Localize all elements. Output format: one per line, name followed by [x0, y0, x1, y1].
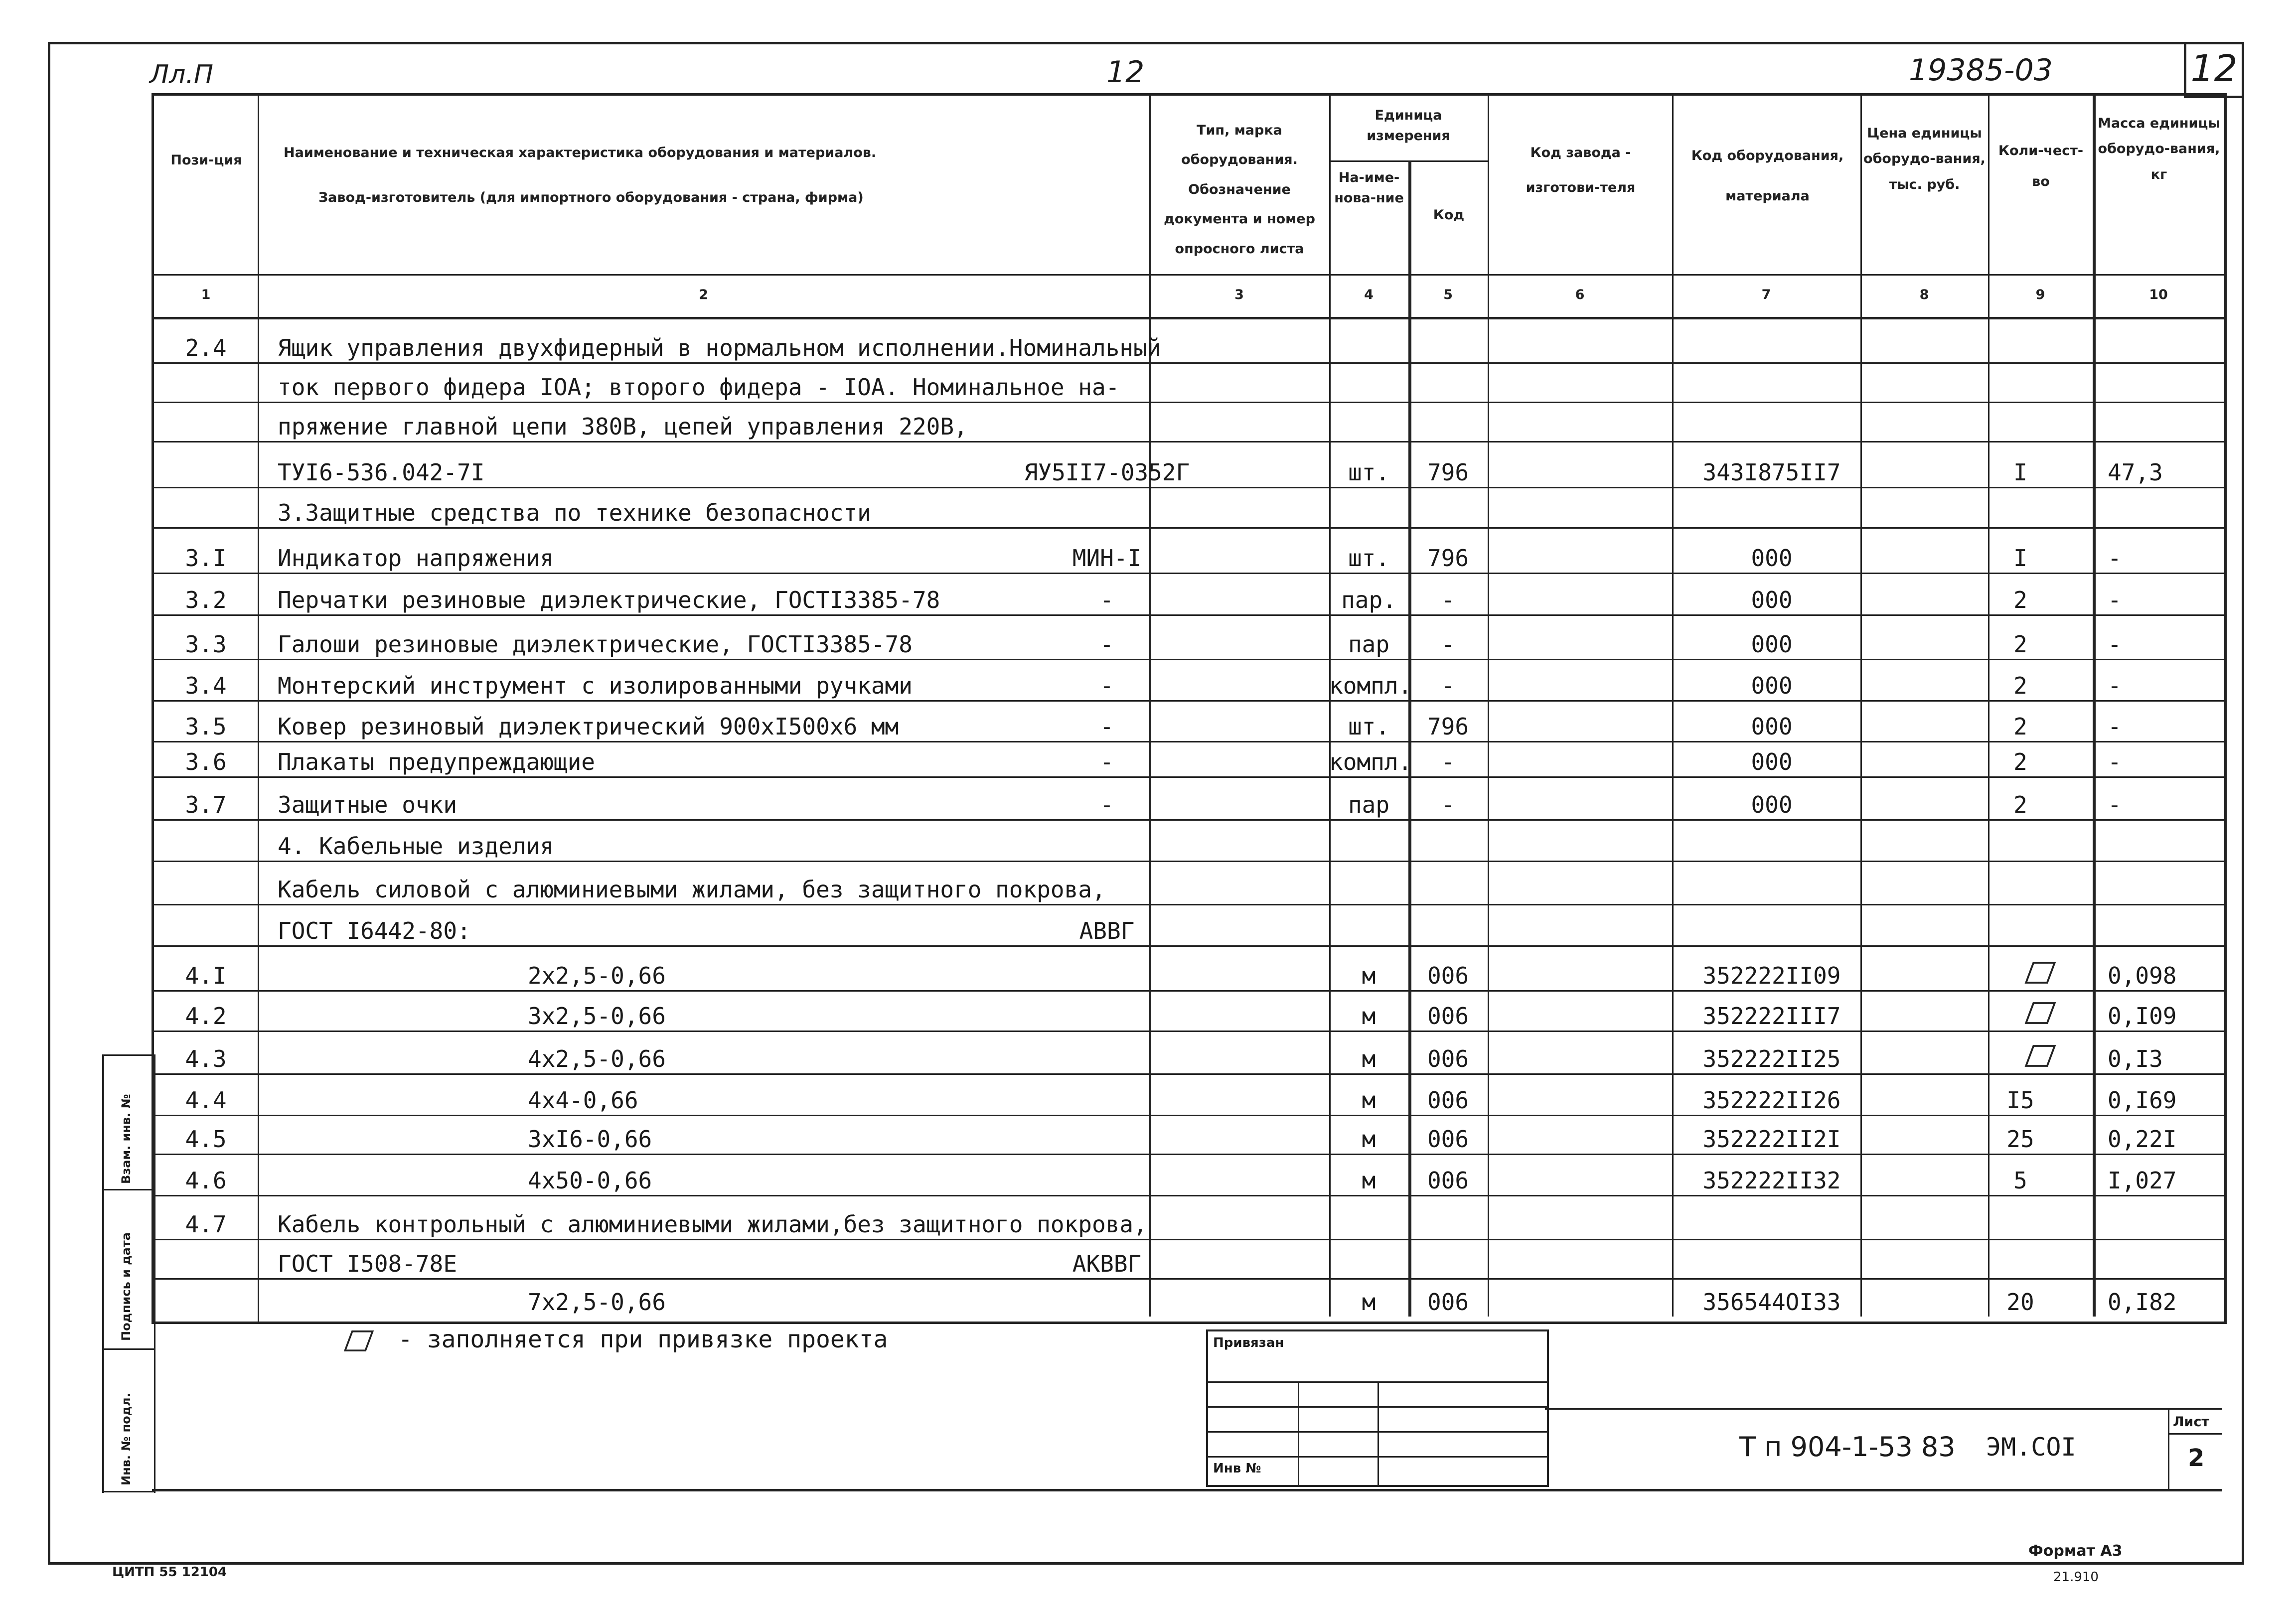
cell-qty: 2 [2013, 631, 2027, 658]
cell-qty: 2 [2013, 587, 2027, 613]
cell-qty: 2 [2013, 791, 2027, 818]
cell-qty: 2 [2013, 748, 2027, 775]
side-label-inv-orig: Инв. № подл. [119, 1393, 133, 1485]
cell-pos: 4.7 [185, 1211, 227, 1238]
cell-mass: - [2108, 545, 2122, 572]
cell-mass: 0,I3 [2108, 1045, 2163, 1072]
cell-mat: 352222III7 [1702, 1003, 1841, 1030]
cell-mass: 0,22I [2108, 1126, 2177, 1153]
col-num-5: 5 [1443, 287, 1453, 302]
cell-code: 796 [1427, 545, 1469, 572]
table-row [154, 527, 2224, 573]
cell-pos: 4.5 [185, 1126, 227, 1153]
table-row [154, 614, 2224, 659]
corner-note: Лл.П [150, 60, 213, 90]
cell-type: - [1100, 791, 1114, 818]
parallelogram-icon [2008, 1001, 2073, 1026]
cell-name: Защитные очки [278, 791, 458, 818]
cell-pos: 2.4 [185, 334, 227, 361]
header-name-line1: Наименование и техническая характеристика оборудования и материалов. [284, 145, 877, 160]
cell-code: 006 [1427, 1126, 1469, 1153]
cell-pos: 3.5 [185, 713, 227, 740]
cell-qty: I [2013, 545, 2027, 572]
cell-name: 4. Кабельные изделия [278, 833, 554, 860]
col-num-9: 9 [2035, 287, 2045, 302]
cell-code: 006 [1427, 962, 1469, 989]
row-line [154, 274, 2224, 276]
cell-qty: 20 [2006, 1289, 2034, 1316]
header-price: Цена единицы оборудо-вания, тыс. руб. [1863, 126, 1986, 192]
cell-pos: 4.I [185, 962, 227, 989]
cell-type: - [1100, 631, 1114, 658]
cell-code: 006 [1427, 1087, 1469, 1114]
cell-name: ГОСТ I508-78Е [278, 1250, 458, 1277]
cell-name: ток первого фидера IОА; второго фидера - IОА. Номинальное на- [278, 374, 1120, 401]
cell-name: 3х2,5-0,66 [528, 1003, 666, 1030]
table-row [154, 990, 2224, 1030]
cell-pos: 3.3 [185, 631, 227, 658]
parallelogram-icon [2008, 960, 2073, 985]
table-row [154, 1030, 2224, 1073]
table-row [154, 1278, 2224, 1317]
header-factory-code: Код завода - изготови-теля [1526, 145, 1636, 196]
cell-pos: 3.7 [185, 791, 227, 818]
footer-left: ЦИТП 55 12104 [112, 1565, 227, 1580]
table-row [154, 362, 2224, 402]
cell-type: - [1100, 748, 1114, 775]
page-center-number: 12 [1106, 55, 1145, 90]
cell-name: 3хI6-0,66 [528, 1126, 652, 1153]
cell-unit: шт. [1348, 545, 1390, 572]
cell-name: Ковер резиновый диэлектрический 900хI500х6 мм [278, 713, 899, 740]
cell-pos: 4.2 [185, 1003, 227, 1030]
cell-name: 3.Защитные средства по технике безопасности [278, 499, 871, 526]
specification-table [152, 93, 2227, 1324]
cell-type: ЯУ5II7-0352Г [1024, 459, 1190, 486]
cell-name: Плакаты предупреждающие [278, 748, 595, 775]
cell-unit: пар [1348, 631, 1390, 658]
binding-stamp [1206, 1329, 1549, 1487]
cell-code: 796 [1427, 459, 1469, 486]
cell-unit: м [1362, 1167, 1376, 1194]
header-position: Пози-ция [170, 152, 242, 168]
cell-type: МИН-I [1072, 545, 1142, 572]
table-row [154, 1154, 2224, 1195]
table-row [154, 741, 2224, 776]
cell-mat: 000 [1751, 748, 1793, 775]
cell-mass: 47,3 [2108, 459, 2163, 486]
col-num-3: 3 [1234, 287, 1244, 302]
cell-type: АВВГ [1079, 917, 1135, 944]
cell-code: - [1441, 631, 1455, 658]
cell-mat: 000 [1751, 713, 1793, 740]
side-label-replace-inv: Взам. инв. № [119, 1094, 133, 1184]
cell-pos: 3.2 [185, 587, 227, 613]
cell-mat: 000 [1751, 545, 1793, 572]
cell-mass: - [2108, 631, 2122, 658]
cell-name: 4х4-0,66 [528, 1087, 638, 1114]
table-row [154, 1115, 2224, 1154]
cell-name: Кабель контрольный с алюминиевыми жилами,без защитного покрова, [278, 1211, 1147, 1238]
cell-mat: 352222II32 [1702, 1167, 1841, 1194]
title-suffix: ЭМ.СОI [1986, 1433, 2076, 1462]
cell-mass: 0,I82 [2108, 1289, 2177, 1316]
cell-mass: - [2108, 713, 2122, 740]
header-type: Тип, марка оборудования. Обозначение документа и номер опросного листа [1164, 123, 1315, 257]
document-code: 19385-03 [1909, 53, 2053, 88]
cell-qty: 25 [2006, 1126, 2034, 1153]
cell-mass: - [2108, 672, 2122, 699]
cell-pos: 3.I [185, 545, 227, 572]
cell-mat: 352222II09 [1702, 962, 1841, 989]
cell-mat: 356544OI33 [1702, 1289, 1841, 1316]
cell-mat: 000 [1751, 631, 1793, 658]
cell-unit: компл. [1329, 672, 1412, 699]
cell-unit: м [1362, 1126, 1376, 1153]
cell-mat: 000 [1751, 791, 1793, 818]
header-name-line2: Завод-изготовитель (для импортного оборудования - страна, фирма) [318, 190, 864, 205]
cell-qty: 2 [2013, 713, 2027, 740]
cell-pos: 3.6 [185, 748, 227, 775]
cell-unit: м [1362, 1045, 1376, 1072]
table-row [154, 319, 2224, 362]
cell-mass: 0,I69 [2108, 1087, 2177, 1114]
cell-mat: 352222II2I [1702, 1126, 1841, 1153]
cell-code: - [1441, 587, 1455, 613]
cell-name: Индикатор напряжения [278, 545, 554, 572]
cell-mass: - [2108, 748, 2122, 775]
table-row [154, 659, 2224, 700]
side-label-signature: Подпись и дата [119, 1232, 133, 1341]
cell-code: - [1441, 672, 1455, 699]
cell-mat: 000 [1751, 672, 1793, 699]
table-row [154, 1073, 2224, 1115]
cell-mass: I,027 [2108, 1167, 2177, 1194]
legend-text: - заполняется при привязке проекта [398, 1325, 888, 1353]
header-quantity: Коли-чест-во [1998, 143, 2084, 190]
legend [334, 1325, 888, 1353]
header-unit-code: Код [1433, 207, 1465, 223]
cell-unit: м [1362, 1087, 1376, 1114]
cell-name: Галоши резиновые диэлектрические, ГОСТI3385-78 [278, 631, 913, 658]
cell-code: 796 [1427, 713, 1469, 740]
cell-qty: I [2013, 459, 2027, 486]
table-row [154, 819, 2224, 861]
cell-mat: 352222II25 [1702, 1045, 1841, 1072]
cell-name: ТУI6-536.042-7I [278, 459, 485, 486]
cell-code: 006 [1427, 1045, 1469, 1072]
cell-name: пряжение главной цепи 380В, цепей управления 220В, [278, 413, 968, 440]
cell-code: - [1441, 791, 1455, 818]
cell-pos: 3.4 [185, 672, 227, 699]
cell-mass: - [2108, 791, 2122, 818]
header-unit: Единица измерения [1367, 108, 1450, 144]
cell-unit: м [1362, 1003, 1376, 1030]
bottom-line [152, 1489, 2222, 1491]
stamp-inv-label: Инв № [1213, 1461, 1261, 1476]
row-line [1329, 160, 1488, 162]
cell-unit: м [1362, 1289, 1376, 1316]
cell-name: Перчатки резиновые диэлектрические, ГОСТI3385-78 [278, 587, 940, 613]
cell-mass: 0,098 [2108, 962, 2177, 989]
table-row [154, 945, 2224, 990]
cell-code: - [1441, 748, 1455, 775]
format-label: Формат А3 [2028, 1542, 2123, 1560]
col-num-1: 1 [201, 287, 211, 302]
header-unit-name: На-име-нова-ние [1334, 170, 1404, 206]
cell-mass: - [2108, 587, 2122, 613]
table-row [154, 487, 2224, 527]
cell-code: 006 [1427, 1289, 1469, 1316]
cell-name: 2х2,5-0,66 [528, 962, 666, 989]
cell-pos: 4.3 [185, 1045, 227, 1072]
table-row [154, 776, 2224, 819]
cell-type: - [1100, 713, 1114, 740]
table-row [154, 861, 2224, 904]
cell-name: Монтерский инструмент с изолированными ручками [278, 672, 913, 699]
cell-unit: компл. [1329, 748, 1412, 775]
table-row [154, 573, 2224, 614]
cell-unit: м [1362, 962, 1376, 989]
parallelogram-icon [2008, 1043, 2073, 1068]
table-row [154, 441, 2224, 487]
col-num-2: 2 [699, 287, 708, 302]
cell-unit: пар [1348, 791, 1390, 818]
cell-pos: 4.4 [185, 1087, 227, 1114]
cell-qty: 5 [2013, 1167, 2027, 1194]
col-num-8: 8 [1919, 287, 1929, 302]
table-row [154, 904, 2224, 945]
corner-page-number: 12 [2184, 42, 2242, 98]
table-row [154, 700, 2224, 741]
cell-qty: I5 [2006, 1087, 2034, 1114]
table-row [154, 402, 2224, 441]
table-row [154, 1239, 2224, 1278]
cell-mat: 000 [1751, 587, 1793, 613]
header-material-code: Код оборудования, материала [1691, 148, 1844, 204]
sheet-label: Лист [2173, 1414, 2209, 1430]
cell-name: Кабель силовой с алюминиевыми жилами, без защитного покрова, [278, 876, 1106, 903]
cell-unit: шт. [1348, 713, 1390, 740]
header-mass: Масса единицы оборудо-вания, кг [2098, 116, 2220, 182]
footer-right: 21.910 [2053, 1570, 2099, 1585]
cell-code: 006 [1427, 1167, 1469, 1194]
table-row [154, 1195, 2224, 1239]
stamp-bound-label: Привязан [1213, 1335, 1284, 1350]
cell-pos: 4.6 [185, 1167, 227, 1194]
parallelogram-icon [334, 1329, 384, 1353]
cell-name: 4х2,5-0,66 [528, 1045, 666, 1072]
cell-type: АКВВГ [1072, 1250, 1142, 1277]
title-code: Т п 904-1-53 83 [1739, 1431, 1956, 1463]
cell-mat: 343I875II7 [1702, 459, 1841, 486]
cell-type: - [1100, 672, 1114, 699]
cell-code: 006 [1427, 1003, 1469, 1030]
cell-name: 4х50-0,66 [528, 1167, 652, 1194]
cell-unit: шт. [1348, 459, 1390, 486]
cell-qty: 2 [2013, 672, 2027, 699]
col-num-6: 6 [1575, 287, 1585, 302]
cell-name: Ящик управления двухфидерный в нормальном исполнении.Номинальный [278, 334, 1161, 361]
cell-name: ГОСТ I6442-80: [278, 917, 471, 944]
sheet-number: 2 [2188, 1444, 2205, 1472]
cell-mass: 0,I09 [2108, 1003, 2177, 1030]
side-signature-box [102, 1054, 155, 1493]
cell-unit: пар. [1341, 587, 1396, 613]
cell-name: 7х2,5-0,66 [528, 1289, 666, 1316]
col-num-10: 10 [2149, 287, 2168, 302]
col-num-7: 7 [1761, 287, 1771, 302]
cell-type: - [1100, 587, 1114, 613]
cell-mat: 352222II26 [1702, 1087, 1841, 1114]
col-num-4: 4 [1364, 287, 1374, 302]
